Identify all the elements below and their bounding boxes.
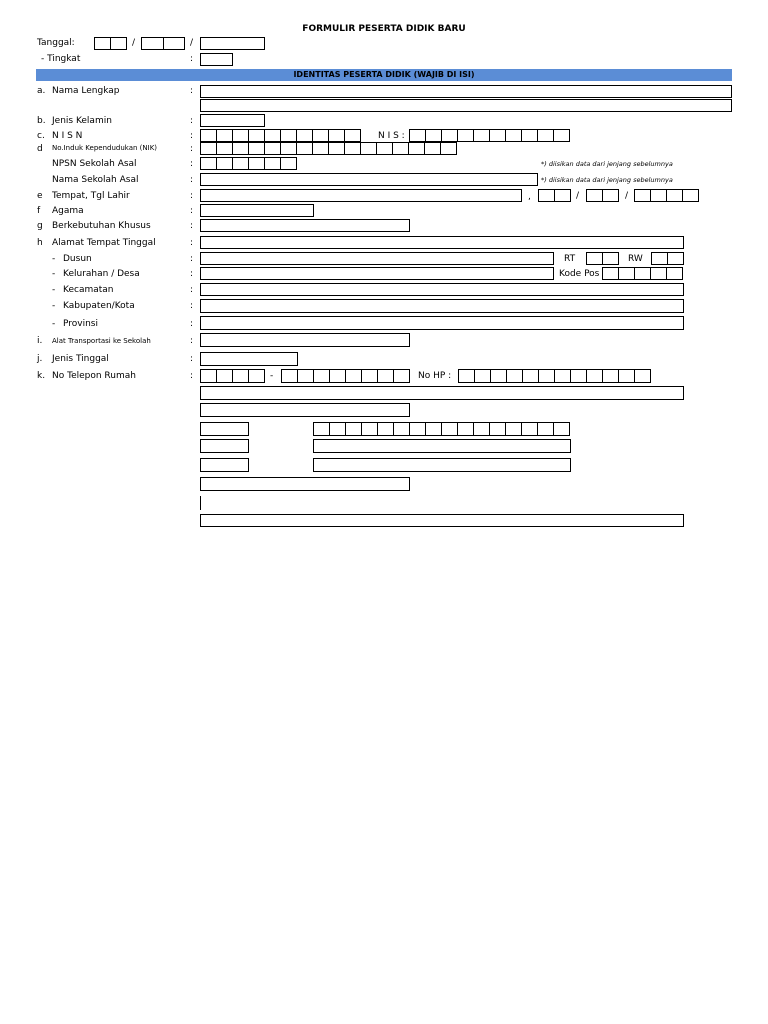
tgl-lahir-year-boxes[interactable] — [634, 189, 698, 202]
digit-cell[interactable] — [425, 422, 442, 436]
colon: : — [190, 86, 194, 96]
digit-cell[interactable] — [425, 129, 442, 142]
dusun-label: Dusun — [63, 254, 92, 264]
digit-cell[interactable] — [200, 142, 217, 155]
digit-cell[interactable] — [553, 422, 570, 436]
hp-number-boxes[interactable] — [458, 369, 650, 383]
digit-cell[interactable] — [248, 369, 265, 383]
digit-cell[interactable] — [457, 422, 474, 436]
form-title: FORMULIR PESERTA DIDIK BARU — [302, 24, 466, 34]
dusun-input[interactable] — [200, 252, 554, 265]
digit-cell[interactable] — [361, 369, 378, 383]
digit-cell[interactable] — [570, 369, 587, 383]
digit-cell[interactable] — [618, 267, 635, 280]
digit-cell[interactable] — [200, 369, 217, 383]
nama-sekolah-label: Nama Sekolah Asal — [52, 175, 139, 185]
alamat-prefix: h — [37, 238, 43, 248]
agama-input[interactable] — [200, 204, 314, 217]
tanggal-label: Tanggal: — [37, 38, 75, 48]
blank-input-7[interactable] — [313, 458, 571, 472]
date-separator-2: / — [190, 38, 194, 48]
digit-cell[interactable] — [634, 267, 651, 280]
blank-input-9[interactable] — [200, 514, 684, 527]
abk-prefix: g — [37, 221, 43, 231]
digit-cell[interactable] — [248, 129, 265, 142]
digit-cell[interactable] — [313, 369, 330, 383]
digit-cell[interactable] — [296, 142, 313, 155]
tgl-lahir-month-boxes[interactable] — [586, 189, 618, 202]
digit-cell[interactable] — [393, 369, 410, 383]
colon: : — [190, 131, 194, 141]
digit-cell[interactable] — [489, 129, 506, 142]
colon: : — [190, 254, 194, 264]
ttl-label: Tempat, Tgl Lahir — [52, 191, 130, 201]
digit-cell[interactable] — [521, 129, 538, 142]
kabupaten-label: Kabupaten/Kota — [63, 301, 135, 311]
nama-label: Nama Lengkap — [52, 86, 120, 96]
colon: : — [190, 371, 194, 381]
digit-cell[interactable] — [522, 369, 539, 383]
digit-cell[interactable] — [489, 422, 506, 436]
dash: - — [52, 269, 56, 279]
colon: : — [190, 336, 194, 346]
digit-cell[interactable] — [280, 129, 297, 142]
digit-cell[interactable] — [216, 369, 233, 383]
tinggal-input[interactable] — [200, 352, 298, 366]
digit-cell[interactable] — [376, 142, 393, 155]
digit-cell[interactable] — [474, 369, 491, 383]
digit-cell[interactable] — [521, 422, 538, 436]
digit-cell[interactable] — [329, 422, 346, 436]
tingkat-label: - Tingkat — [41, 54, 81, 64]
comma: , — [528, 192, 531, 202]
kecamatan-input[interactable] — [200, 283, 684, 296]
digit-cell[interactable] — [441, 422, 458, 436]
dash: - — [52, 285, 56, 295]
colon: : — [190, 144, 194, 154]
agama-prefix: f — [37, 206, 41, 216]
digit-cell[interactable] — [537, 129, 554, 142]
digit-cell[interactable] — [440, 142, 457, 155]
kecamatan-label: Kecamatan — [63, 285, 114, 295]
digit-cell[interactable] — [216, 129, 233, 142]
digit-cell[interactable] — [361, 422, 378, 436]
abk-input[interactable] — [200, 219, 410, 232]
jk-label: Jenis Kelamin — [52, 116, 112, 126]
digit-cell[interactable] — [344, 129, 361, 142]
blank-digit-boxes[interactable] — [313, 422, 569, 436]
transport-input[interactable] — [200, 333, 410, 347]
colon: : — [190, 175, 194, 185]
section-title: IDENTITAS PESERTA DIDIK (WAJIB DI ISI) — [293, 70, 475, 79]
provinsi-label: Provinsi — [63, 319, 98, 329]
text-cursor — [200, 496, 201, 510]
dash: - — [52, 254, 56, 264]
digit-cell[interactable] — [232, 157, 249, 170]
colon: : — [190, 191, 194, 201]
digit-cell[interactable] — [408, 142, 425, 155]
colon: : — [190, 269, 194, 279]
digit-cell[interactable] — [554, 369, 571, 383]
tempat-lahir-input[interactable] — [200, 189, 522, 202]
rt-boxes[interactable] — [586, 252, 618, 265]
digit-cell[interactable] — [264, 142, 281, 155]
nis-label: N I S : — [378, 131, 405, 141]
digit-cell[interactable] — [537, 422, 554, 436]
colon: : — [190, 238, 194, 248]
agama-label: Agama — [52, 206, 84, 216]
colon: : — [190, 54, 194, 64]
telp-number-boxes[interactable] — [281, 369, 409, 383]
tinggal-prefix: j. — [37, 354, 43, 364]
colon: : — [190, 285, 194, 295]
blank-input-4[interactable] — [200, 439, 249, 453]
tanggal-year-input[interactable] — [200, 37, 265, 50]
digit-cell[interactable] — [377, 369, 394, 383]
digit-cell[interactable] — [538, 369, 555, 383]
digit-cell[interactable] — [634, 369, 651, 383]
digit-cell[interactable] — [264, 129, 281, 142]
tanggal-month-boxes[interactable] — [141, 37, 184, 50]
digit-cell[interactable] — [618, 369, 635, 383]
dash: - — [52, 301, 56, 311]
nik-prefix: d — [37, 144, 43, 154]
alamat-input[interactable] — [200, 236, 684, 249]
telp-prefix: k. — [37, 371, 46, 381]
blank-input-1[interactable] — [200, 386, 684, 400]
digit-cell[interactable] — [344, 142, 361, 155]
digit-cell[interactable] — [392, 142, 409, 155]
blank-input-8[interactable] — [200, 477, 410, 491]
digit-cell[interactable] — [490, 369, 507, 383]
digit-cell[interactable] — [280, 157, 297, 170]
nisn-label: N I S N — [52, 131, 83, 141]
npsn-note: *) diisikan data dari jenjang sebelumnya — [541, 160, 673, 168]
digit-cell[interactable] — [345, 369, 362, 383]
rw-label: RW — [628, 254, 643, 264]
digit-cell[interactable] — [458, 369, 475, 383]
blank-input-3[interactable] — [200, 422, 249, 436]
digit-cell[interactable] — [280, 142, 297, 155]
ttl-prefix: e — [37, 191, 43, 201]
digit-cell[interactable] — [264, 157, 281, 170]
digit-cell[interactable] — [441, 129, 458, 142]
digit-cell[interactable] — [248, 157, 265, 170]
rw-boxes[interactable] — [651, 252, 683, 265]
digit-cell[interactable] — [200, 129, 217, 142]
digit-cell[interactable] — [232, 369, 249, 383]
npsn-label: NPSN Sekolah Asal — [52, 159, 137, 169]
digit-cell[interactable] — [457, 129, 474, 142]
digit-cell[interactable] — [200, 157, 217, 170]
nama-prefix: a. — [37, 86, 46, 96]
digit-cell[interactable] — [506, 369, 523, 383]
kode-pos-label: Kode Pos — [559, 269, 600, 279]
kelurahan-label: Kelurahan / Desa — [63, 269, 140, 279]
colon: : — [190, 301, 194, 311]
tgl-lahir-day-boxes[interactable] — [538, 189, 570, 202]
transport-label: Alat Transportasi ke Sekolah — [52, 337, 151, 345]
nama-input-2[interactable] — [200, 99, 732, 112]
kabupaten-input[interactable] — [200, 299, 684, 313]
abk-label: Berkebutuhan Khusus — [52, 221, 151, 231]
digit-cell[interactable] — [232, 129, 249, 142]
digit-cell[interactable] — [328, 142, 345, 155]
digit-cell[interactable] — [505, 422, 522, 436]
digit-cell[interactable] — [409, 129, 426, 142]
npsn-boxes[interactable] — [200, 157, 296, 170]
date-separator-1: / — [132, 38, 136, 48]
digit-cell[interactable] — [312, 142, 329, 155]
digit-cell[interactable] — [377, 422, 394, 436]
blank-input-2[interactable] — [200, 403, 410, 417]
digit-cell[interactable] — [312, 129, 329, 142]
digit-cell[interactable] — [473, 422, 490, 436]
telp-area-code-boxes[interactable] — [200, 369, 264, 383]
digit-cell[interactable] — [666, 267, 683, 280]
digit-cell[interactable] — [328, 129, 345, 142]
digit-cell[interactable] — [232, 142, 249, 155]
digit-cell[interactable] — [345, 422, 362, 436]
digit-cell[interactable] — [553, 129, 570, 142]
telp-dash: - — [270, 371, 274, 381]
nik-label: No.Induk Kependudukan (NIK) — [52, 144, 158, 152]
provinsi-input[interactable] — [200, 316, 684, 330]
colon: : — [190, 116, 194, 126]
digit-cell[interactable] — [393, 422, 410, 436]
jk-prefix: b. — [37, 116, 46, 126]
digit-cell[interactable] — [216, 142, 233, 155]
colon: : — [190, 221, 194, 231]
colon: : — [190, 206, 194, 216]
digit-cell[interactable] — [505, 129, 522, 142]
nisn-prefix: c. — [37, 131, 45, 141]
digit-cell[interactable] — [296, 129, 313, 142]
rt-label: RT — [564, 254, 576, 264]
nik-boxes[interactable] — [200, 142, 456, 155]
nama-sekolah-input[interactable] — [200, 173, 538, 186]
digit-cell[interactable] — [297, 369, 314, 383]
digit-cell[interactable] — [313, 422, 330, 436]
nisn-boxes[interactable] — [200, 129, 360, 142]
digit-cell[interactable] — [424, 142, 441, 155]
tingkat-input[interactable] — [200, 53, 233, 66]
dash: - — [52, 319, 56, 329]
digit-cell[interactable] — [650, 267, 667, 280]
date-separator: / — [576, 191, 580, 201]
hp-label: No HP : — [418, 371, 452, 381]
digit-cell[interactable] — [602, 267, 619, 280]
digit-cell[interactable] — [409, 422, 426, 436]
tinggal-label: Jenis Tinggal — [52, 354, 109, 364]
nis-boxes[interactable] — [409, 129, 569, 142]
blank-input-6[interactable] — [200, 458, 249, 472]
digit-cell[interactable] — [281, 369, 298, 383]
digit-cell[interactable] — [360, 142, 377, 155]
nama-input-1[interactable] — [200, 85, 732, 98]
digit-cell[interactable] — [602, 369, 619, 383]
digit-cell[interactable] — [473, 129, 490, 142]
digit-cell[interactable] — [329, 369, 346, 383]
digit-cell[interactable] — [586, 369, 603, 383]
digit-cell[interactable] — [248, 142, 265, 155]
colon: : — [190, 354, 194, 364]
digit-cell[interactable] — [216, 157, 233, 170]
nama-sekolah-note: *) diisikan data dari jenjang sebelumnya — [541, 176, 673, 184]
colon: : — [190, 159, 194, 169]
transport-prefix: i. — [37, 336, 43, 346]
colon: : — [190, 319, 194, 329]
tanggal-day-boxes[interactable] — [94, 37, 126, 50]
telp-label: No Telepon Rumah — [52, 371, 136, 381]
jk-input[interactable] — [200, 114, 265, 127]
kelurahan-input[interactable] — [200, 267, 554, 280]
alamat-label: Alamat Tempat Tinggal — [52, 238, 156, 248]
blank-input-5[interactable] — [313, 439, 571, 453]
kode-pos-boxes[interactable] — [602, 267, 682, 280]
date-separator: / — [625, 191, 629, 201]
